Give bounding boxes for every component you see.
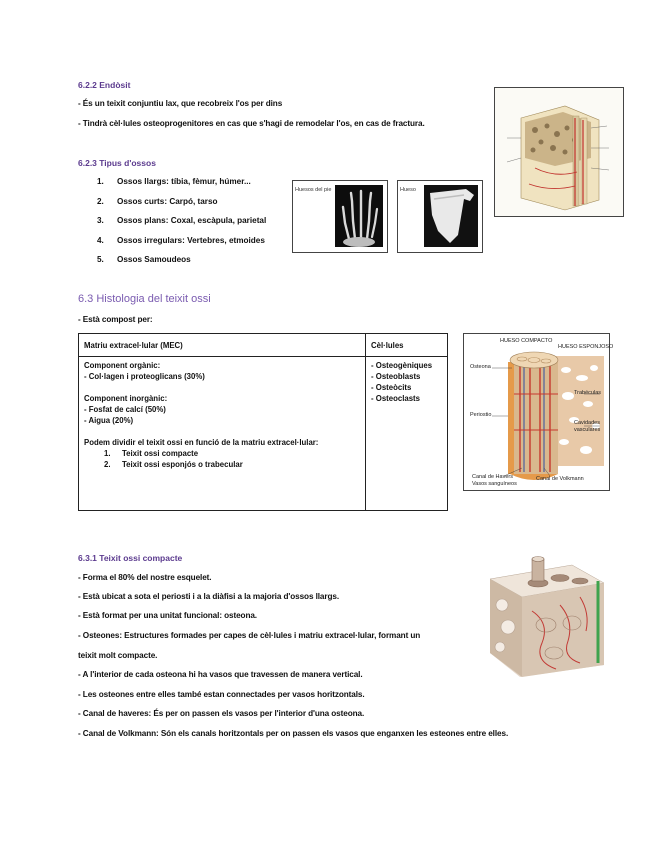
compacte-line-4: - Osteones: Estructures formades per capes de cèl·lules i matriu extracel·lular, formant un (78, 631, 421, 640)
section-heading-tipus: 6.2.3 Tipus d'ossos (78, 158, 156, 168)
scapula-label: Hueso (400, 187, 416, 193)
compacte-line-1: - Forma el 80% del nostre esquelet. (78, 573, 212, 582)
label-canal-havers: Canal de Havers (472, 474, 513, 480)
histologia-intro: - Està compost per: (78, 315, 153, 324)
section-heading-endosit: 6.2.2 Endòsit (78, 80, 131, 90)
label-hueso-esponjoso: HUESO ESPONJOSO (558, 344, 614, 350)
foot-xray-image (335, 185, 383, 247)
bone-structure-illustration (494, 87, 624, 217)
table-header-cells: Cèl·lules (366, 334, 448, 357)
list-item: 3. Ossos plans: Coxal, escàpula, parietal (97, 216, 267, 225)
section-heading-histologia: 6.3 Histologia del teixit ossi (78, 293, 211, 305)
scapula-image (424, 185, 478, 247)
list-item: 4. Ossos irregulars: Vertebres, etmoides (97, 235, 265, 245)
label-vasos: Vasos sanguíneos (472, 481, 517, 487)
bone-histology-diagram (463, 333, 614, 491)
scapula-figure (397, 180, 483, 253)
compacte-line-9: - Canal de Volkmann: Són els canals horitzontals per on passen els vasos que enganxen les esteones entre elles. (78, 729, 509, 738)
compact-bone-illustration (476, 553, 610, 681)
table-header-mec: Matriu extracel·lular (MEC) (79, 334, 366, 357)
foot-xray-figure (292, 180, 388, 253)
section-heading-compacte: 6.3.1 Teixit ossi compacte (78, 553, 183, 563)
compacte-line-2: - Està ubicat a sota el periosti i a la diàfisi a la majoria d'ossos llargs. (78, 592, 339, 601)
label-canal-volkmann: Canal de Volkmann (536, 476, 584, 482)
endosit-line-1: - És un teixit conjuntiu lax, que recobreix l'os per dins (78, 99, 283, 108)
label-osteona: Osteona (470, 364, 491, 370)
compacte-line-3: - Està format per una unitat funcional: osteona. (78, 611, 257, 620)
label-trabeculas: Trabéculas (574, 390, 602, 396)
endosit-line-2: - Tindrà cèl·lules osteoprogenitores en cas que s'hagi de remodelar l'os, en cas de fractura. (78, 119, 425, 128)
bone-types-list (97, 177, 266, 275)
label-hueso-compacto: HUESO COMPACTO (500, 338, 553, 344)
compacte-line-5: teixit molt compacte. (78, 651, 158, 660)
list-item: 5. Ossos Samoudeos (97, 255, 191, 264)
table-cell-cells: - Osteogèniques - Osteoblasts - Osteòcits - Osteoclasts (366, 357, 448, 511)
list-item: 2. Teixit ossi esponjós o trabecular (104, 460, 243, 469)
label-periostio: Periostio (470, 412, 492, 418)
label-cavidades: Cavidades (574, 420, 600, 426)
table-cell-mec: Component orgànic: - Col·lagen i proteoglicans (30%) Component inorgànic: - Fosfat de calcí (50%) - Aigua (20%) Podem dividir el teixit ossi en funció de la matriu extracel·lular: 1. Teixit ossi compacte 2. Teixit ossi esponjós o trabecular (79, 357, 366, 511)
compacte-line-6: - A l'interior de cada osteona hi ha vasos que travessen de manera vertical. (78, 670, 363, 679)
list-item: 1. Teixit ossi compacte (104, 449, 199, 458)
list-item: 1. Ossos llargs: tíbia, fèmur, húmer... (97, 177, 251, 186)
list-item: 2. Ossos curts: Carpó, tarso (97, 196, 218, 206)
compacte-line-8: - Canal de haveres: És per on passen els vasos per l'interior d'una osteona. (78, 709, 365, 718)
compacte-line-7: - Les osteones entre elles també estan connectades per vasos horitzontals. (78, 690, 365, 699)
label-vasculares: vasculares (574, 427, 601, 433)
foot-xray-label: Huesos del pie (295, 187, 332, 193)
composition-table (78, 333, 448, 511)
bone-structure-drawing (495, 88, 623, 216)
